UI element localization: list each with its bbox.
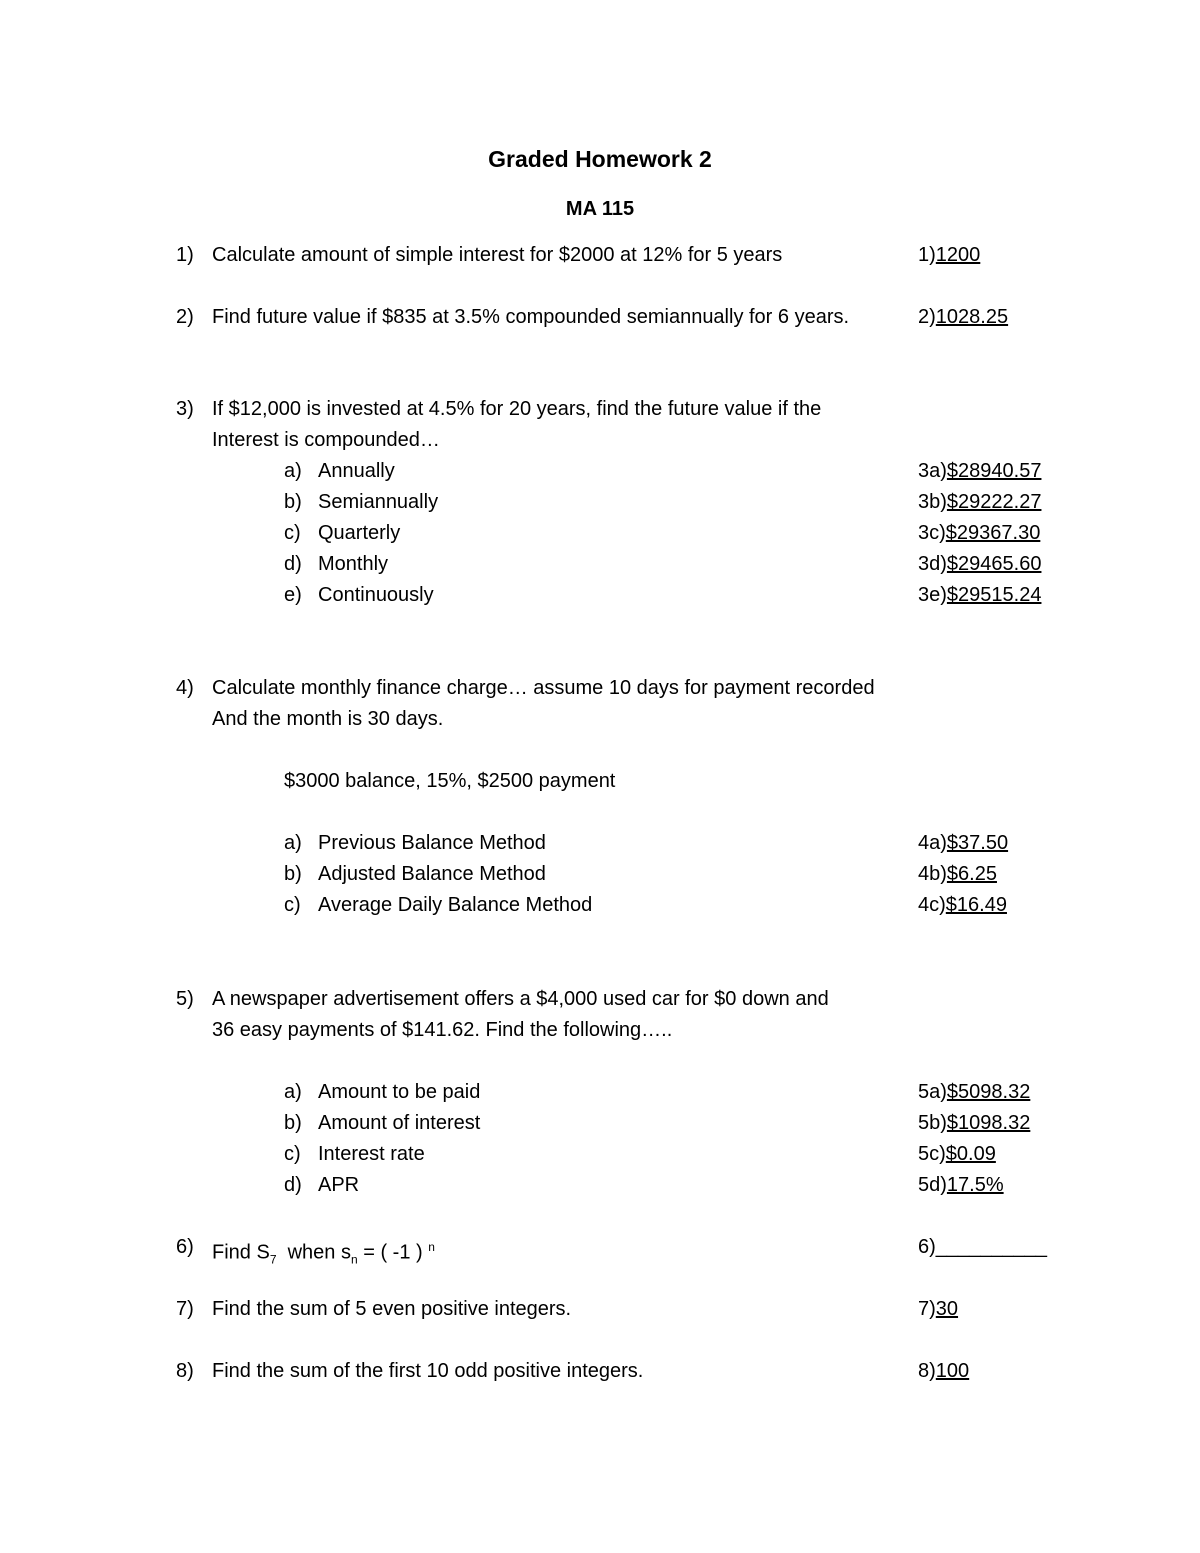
- answer-label: 8): [918, 1360, 936, 1382]
- item-letter: a): [284, 460, 302, 482]
- item-text: Amount to be paid: [318, 1081, 481, 1103]
- item-letter: a): [284, 832, 302, 854]
- item-letter: d): [284, 1174, 302, 1196]
- item-letter: e): [284, 584, 302, 606]
- answer-value: $29222.27: [946, 491, 1042, 513]
- question-number: 1): [176, 244, 194, 266]
- question-text-line-1: If $12,000 is invested at 4.5% for 20 years, find the future value if the: [212, 398, 822, 420]
- answer-label: 1): [918, 244, 936, 266]
- formula-superscript: n: [428, 1240, 435, 1254]
- answer-value: 30: [935, 1298, 959, 1320]
- item-text: Annually: [318, 460, 395, 482]
- question-number: 5): [176, 988, 194, 1010]
- answer-label: 6): [918, 1236, 936, 1258]
- answer-label: 3a): [918, 460, 947, 482]
- answer-label: 5b): [918, 1112, 947, 1134]
- answer-label: 7): [918, 1298, 936, 1320]
- item-text: Amount of interest: [318, 1112, 481, 1134]
- answer-value: 100: [935, 1360, 970, 1382]
- item-letter: a): [284, 1081, 302, 1103]
- answer-label: 5c): [918, 1143, 946, 1165]
- answer-value: $29367.30: [945, 522, 1041, 544]
- answer-value: $6.25: [946, 863, 997, 885]
- answer: [918, 490, 1041, 514]
- question-text-line-2: Interest is compounded…: [212, 429, 440, 451]
- item-text: Monthly: [318, 553, 389, 575]
- answer: [918, 1297, 958, 1321]
- item-letter: b): [284, 1112, 302, 1134]
- question-text: Find the sum of 5 even positive integers.: [212, 1298, 572, 1320]
- answer-value: $16.49: [945, 894, 1007, 916]
- question-number: 2): [176, 306, 194, 328]
- answer-label: 5d): [918, 1174, 947, 1196]
- answer-value: 1028.25: [935, 306, 1009, 328]
- item-text: Semiannually: [318, 491, 439, 513]
- answer: [918, 831, 1008, 855]
- answer: [918, 1173, 1004, 1197]
- item-text: APR: [318, 1174, 360, 1196]
- answer: [918, 459, 1041, 483]
- answer-value: 17.5%: [946, 1174, 1004, 1196]
- answer-label: 3c): [918, 522, 946, 544]
- item-letter: c): [284, 522, 301, 544]
- answer: [918, 243, 980, 267]
- answer: [918, 521, 1040, 545]
- page-title: Graded Homework 2: [488, 146, 712, 172]
- question-text: [212, 1235, 435, 1267]
- answer: [918, 862, 997, 886]
- item-text: Adjusted Balance Method: [318, 863, 546, 885]
- item-text: Previous Balance Method: [318, 832, 546, 854]
- question-number: 6): [176, 1236, 194, 1258]
- answer: [918, 1359, 969, 1383]
- answer: [918, 1142, 996, 1166]
- answer-value: $1098.32: [946, 1112, 1031, 1134]
- answer-value: $37.50: [946, 832, 1009, 854]
- item-letter: b): [284, 863, 302, 885]
- formula-part: = ( -1 ): [357, 1241, 429, 1264]
- question-text-line-1: A newspaper advertisement offers a $4,000 used car for $0 down and: [212, 988, 829, 1010]
- question-number: 3): [176, 398, 194, 420]
- question-text: Calculate amount of simple interest for $2000 at 12% for 5 years: [212, 244, 783, 266]
- question-number: 7): [176, 1298, 194, 1320]
- question-text: Find the sum of the first 10 odd positive integers.: [212, 1360, 644, 1382]
- item-letter: c): [284, 1143, 301, 1165]
- answer-label: 4c): [918, 894, 946, 916]
- answer-label: 5a): [918, 1081, 947, 1103]
- item-text: Average Daily Balance Method: [318, 894, 593, 916]
- question-number: 4): [176, 677, 194, 699]
- question-text: Find future value if $835 at 3.5% compounded semiannually for 6 years.: [212, 306, 850, 328]
- item-text: Interest rate: [318, 1143, 425, 1165]
- question-number: 8): [176, 1360, 194, 1382]
- answer-value: $29465.60: [946, 553, 1042, 575]
- answer-label: 3e): [918, 584, 947, 606]
- answer: [918, 1111, 1030, 1135]
- item-text: Continuously: [318, 584, 434, 606]
- formula-part: Find S: [212, 1241, 270, 1264]
- answer: [918, 552, 1041, 576]
- answer-label: 2): [918, 306, 936, 328]
- question-text-line-2: 36 easy payments of $141.62. Find the following…..: [212, 1019, 673, 1041]
- answer-value: $5098.32: [946, 1081, 1031, 1103]
- answer: [918, 305, 1008, 329]
- answer-label: 3b): [918, 491, 947, 513]
- item-letter: c): [284, 894, 301, 916]
- answer: [918, 893, 1007, 917]
- question-text-line-1: Calculate monthly finance charge… assume 10 days for payment recorded: [212, 677, 875, 699]
- answer: [918, 583, 1041, 607]
- answer-label: 3d): [918, 553, 947, 575]
- formula-part: when s: [276, 1241, 351, 1264]
- item-letter: d): [284, 553, 302, 575]
- answer-blank: __________: [935, 1236, 1048, 1258]
- course-code: MA 115: [565, 198, 635, 220]
- item-letter: b): [284, 491, 302, 513]
- answer-value: $28940.57: [946, 460, 1042, 482]
- question-text-line-2: And the month is 30 days.: [212, 708, 444, 730]
- answer-value: $0.09: [945, 1143, 996, 1165]
- answer: [918, 1235, 1047, 1259]
- answer-value: 1200: [935, 244, 981, 266]
- formula-subscript: n: [350, 1252, 358, 1267]
- answer-label: 4a): [918, 832, 947, 854]
- answer-value: $29515.24: [946, 584, 1042, 606]
- item-text: Quarterly: [318, 522, 401, 544]
- given-values: $3000 balance, 15%, $2500 payment: [284, 770, 616, 792]
- answer-label: 4b): [918, 863, 947, 885]
- formula-subscript: 7: [269, 1252, 277, 1267]
- answer: [918, 1080, 1030, 1104]
